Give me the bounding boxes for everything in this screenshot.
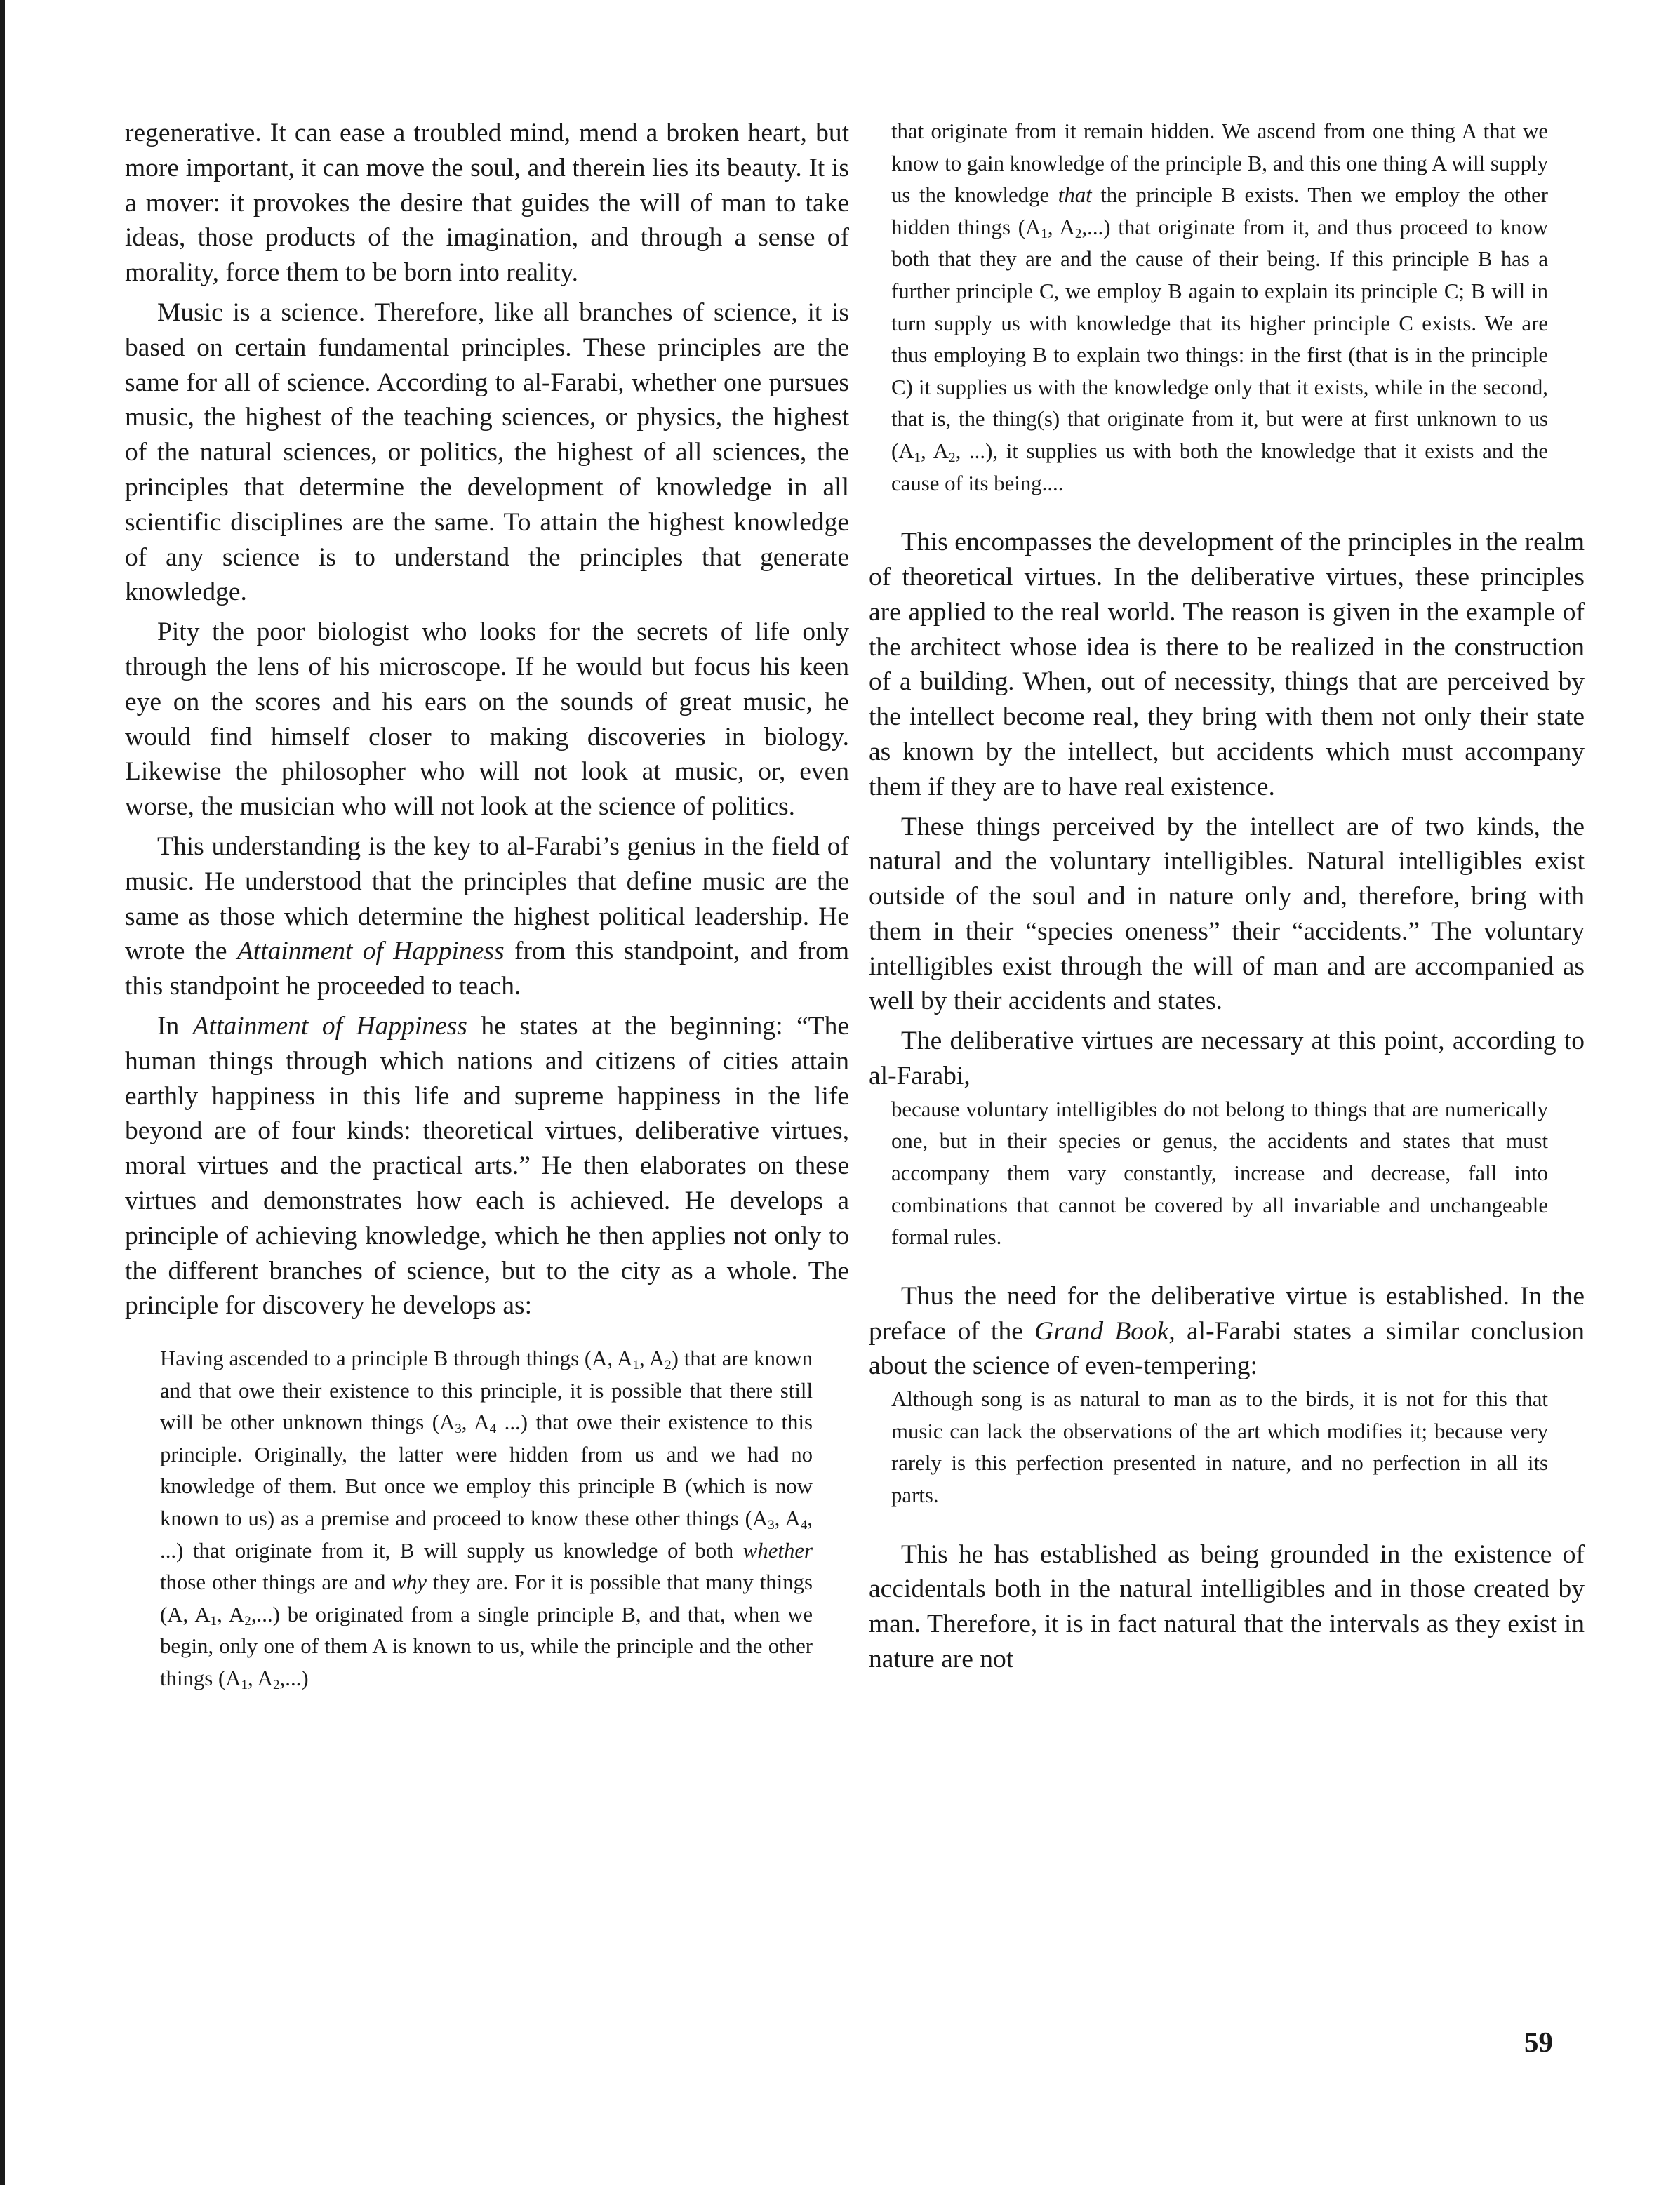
paragraph: This encompasses the development of the principles in the realm of theoretical virtues. In the deliberative virtues, these principles are applied to the real world. The reason is given in the example of the architect whose idea is there to be realized in the construction of a building. When, out of necessity, things that are perceived by the intellect become real, they bring with them not only their state as known by the intellect, but accidents which must accompany them if they are to have real existence. bbox=[869, 528, 1585, 801]
paragraph: These things perceived by the intellect are of two kinds, the natural and the voluntary intelligibles. Natural intelligibles exist outside of the soul and in nature only and, therefore, bring with them in their “species oneness” their “accidents.” The voluntary intelligibles exist through the will of man and are accompanied as well by their accidents and states. bbox=[869, 812, 1585, 1016]
block-quote: Having ascended to a principle B through things (A, $A_1$, $A_2$) that are known and that owe their existence to this principle, it is possible that there still will be other unknown things ($A_3$, $A_4$ ...) that owe their existence to this principle. Originally, the latter were hidden from us and we had no knowledge of them. But once we employ this principle B (which is now known to us) as a premise and proceed to know these other things ($A_3$, $A_4$, ...) that originate from it, B will supply us knowledge of both whether those other things are and why they are. For it is possible that many things (A, $A_1$, $A_2$,...) be originated from a single principle B, and that, when we begin, only one of them A is known to us, while the principle and the other things ($A_1$, $A_2$,...) bbox=[160, 1347, 813, 1692]
paragraph: Pity the poor biologist who looks for the secrets of life only through the lens of his microscope. If he would but focus his keen eye on the scores and his ears on the sounds of great music, he would find himself closer to making discoveries in biology. Likewise the philosopher who will not look at music, or, even worse, the musician who will not look at the science of politics. bbox=[125, 617, 849, 822]
scan-edge bbox=[0, 0, 5, 2185]
paragraph: This he has established as being grounded in the existence of accidentals both in the natural intelligibles and in those created by man. Therefore, it is in fact natural that the intervals as they exist in nature are not bbox=[869, 1539, 1585, 1673]
paragraph: In Attainment of Happiness he states at the beginning: “The human things through which nations and citizens of cities attain earthly happiness in this life and supreme happiness in the life beyond are of four kinds: theoretical virtues, deliberative virtues, moral virtues and the practical arts.” He then elaborates on these virtues and demonstrates how each is achieved. He develops a principle of achieving knowledge, which he then applies not only to the different branches of science, but to the city as a whole. The principle for discovery he develops as: bbox=[125, 1011, 849, 1321]
right-column bbox=[869, 116, 1585, 1677]
paragraph: This understanding is the key to al-Farabi’s genius in the field of music. He understood that the principles that define music are the same as those which determine the highest political leadership. He wrote the Attainment of Happiness from this standpoint, and from this standpoint he proceeded to teach. bbox=[125, 831, 850, 1001]
page-number: 59 bbox=[1524, 2026, 1553, 2058]
block-quote: because voluntary intelligibles do not belong to things that are numerically one, but in their species or genus, the accidents and states that must accompany them vary constantly, increase and decrease, fall into combinations that cannot be covered by all invariable and unchangeable formal rules. bbox=[891, 1097, 1548, 1250]
block-quote-continued: that originate from it remain hidden. We ascend from one thing A that we know to gain knowledge of the principle B, and this one thing A will supply us the knowledge that the principle B exists. Then we employ the other hidden things ($A_1$, $A_2$,...) that originate from it, and thus proceed to know both that they are and the cause of their being. If this principle B has a further principle C, we employ B again to explain its principle C; B will in turn supply us with knowledge that its higher principle C exists. We are thus employing B to explain two things: in the first (that is in the principle C) it supplies us with the knowledge only that it exists, while in the second, that is, the thing(s) that originate from it, but were at first unknown to us ($A_1$, $A_2$, ...), it supplies us with both the knowledge that it exists and the cause of its being.... bbox=[891, 119, 1548, 495]
paragraph: The deliberative virtues are necessary at this point, according to al-Farabi, bbox=[869, 1027, 1585, 1091]
paragraph: Music is a science. Therefore, like all branches of science, it is based on certain fundamental principles. These principles are the same for all of science. According to al-Farabi, whether one pursues music, the highest of the teaching sciences, or physics, the highest of the natural sciences, or politics, the highest of all sciences, the principles that determine the development of knowledge in all scientific disciplines are the same. To attain the highest knowledge of any science is to understand the principles that generate knowledge. bbox=[125, 298, 849, 607]
paragraph: regenerative. It can ease a troubled mind, mend a broken heart, but more important, it can move the soul, and therein lies its beauty. It is a mover: it provokes the desire that guides the will of man to take ideas, those products of the imagination, and through a sense of morality, force them to be born into reality. bbox=[125, 119, 849, 288]
paragraph: Thus the need for the deliberative virtue is established. In the preface of the Grand Book, al-Farabi states a similar conclusion about the science of even-tempering: bbox=[869, 1281, 1585, 1381]
left-column bbox=[125, 116, 849, 1720]
block-quote: Although song is as natural to man as to the birds, it is not for this that music can lack the observations of the art which modifies it; because very rarely is this perfection presented in nature, and no perfection in all its parts. bbox=[891, 1387, 1548, 1508]
